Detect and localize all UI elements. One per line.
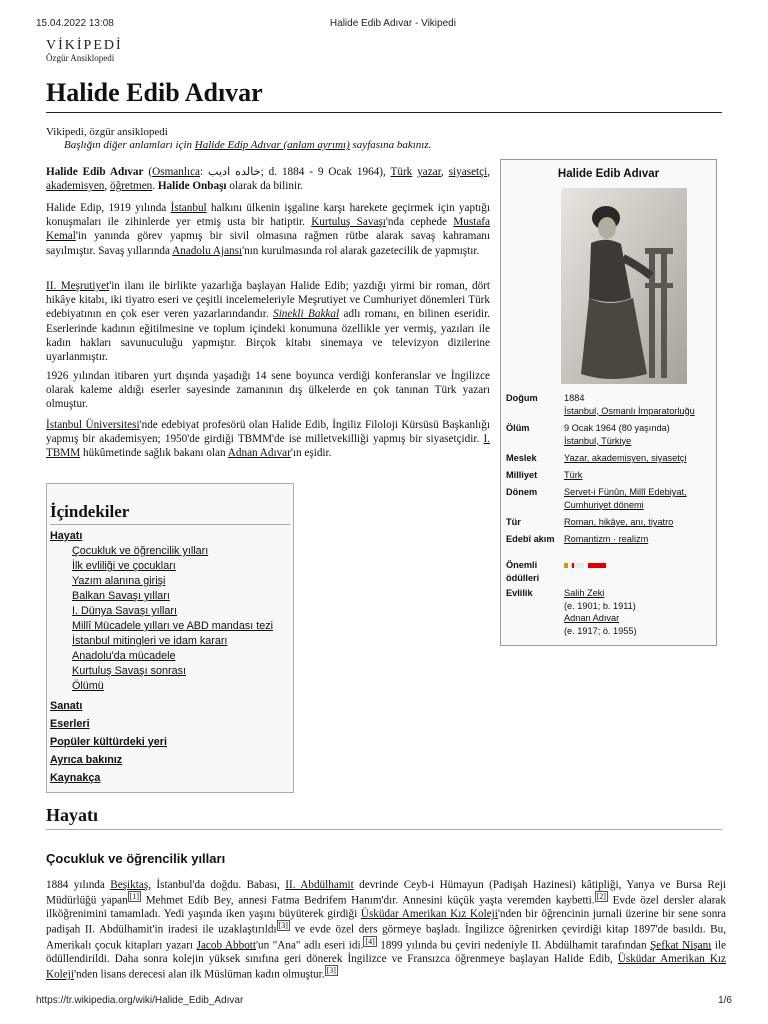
period-links[interactable]: Servet-i Fünûn, Millî Edebiyat,: [564, 487, 687, 497]
link-sefkat-nisani[interactable]: Şefkat Nişanı: [650, 939, 712, 952]
infobox-label: Tür: [506, 517, 521, 527]
text: 'nde edebiyat profesörü olan Halide Edib, İngiliz Filoloji Kürsüsü Başkanlığı yapmış bir akademisyen; 1950'de girdiği TBMM'de ise milletvekilliği yapmış bir siyasetçidir.: [46, 419, 490, 446]
reference-link[interactable]: [3]: [278, 921, 288, 931]
period-link-republic[interactable]: Cumhuriyet dönemi: [564, 499, 644, 510]
infobox-row-occupation: [506, 452, 712, 465]
page-title: Halide Edib Adıvar: [46, 78, 263, 107]
movement-links[interactable]: Romantizm · realizm: [564, 534, 649, 544]
link-kurtulus-savasi[interactable]: Kurtuluş Savaşı: [311, 216, 386, 229]
nickname: Halide Onbaşı: [157, 180, 227, 193]
text: 'in yanında görev yapmış bir sivil olmasına rağmen rütbe alarak savaş kahramanı sayılmıştır. Savaş yıllarında: [46, 230, 490, 257]
text: 1899 yılında bu çeviri nedeniyle II. Abdülhamit tarafından: [376, 939, 651, 952]
intro-paragraph-5: [46, 418, 490, 461]
toc-item[interactable]: Millî Mücadele yılları ve ABD mandası tezi: [72, 620, 274, 632]
intro-paragraph-1: [46, 165, 490, 193]
infobox-row-spouse: [506, 587, 712, 637]
biography-paragraph: [46, 879, 726, 983]
toc-item[interactable]: Çocukluk ve öğrencilik yılları: [72, 545, 209, 557]
intro-paragraph-3: [46, 279, 490, 364]
link-turk[interactable]: Türk: [390, 166, 413, 178]
link-anadolu-ajansi[interactable]: Anadolu Ajansı: [172, 244, 243, 257]
infobox-label: Evlilik: [506, 588, 533, 598]
subsection-heading: Çocukluk ve öğrencilik yılları: [46, 851, 226, 866]
site-tagline: Vikipedi, özgür ansiklopedi: [46, 126, 168, 138]
toc-divider: [50, 524, 290, 525]
infobox-row-death: [506, 422, 712, 447]
table-of-contents: [46, 483, 294, 793]
logo-name: VİKİPEDİ: [46, 38, 123, 53]
toc-item[interactable]: Yazım alanına girişi: [72, 575, 166, 587]
link-sinekli-bakkal[interactable]: Sinekli Bakkal: [273, 308, 340, 321]
link-ii-abdulhamit[interactable]: II. Abdülhamit: [285, 879, 354, 891]
link-istanbul-universitesi[interactable]: İstanbul Üniversitesi: [46, 419, 140, 431]
hatnote-text-end: sayfasına bakınız.: [349, 139, 432, 151]
toc-item[interactable]: Popüler kültürdeki yeri: [50, 736, 167, 748]
link-uskudar-amerikan-kiz-koleji[interactable]: Üsküdar Amerikan Kız Koleji: [360, 908, 498, 921]
text: (: [143, 166, 153, 178]
reference-link[interactable]: [2]: [596, 891, 606, 901]
text: .: [152, 180, 158, 193]
infobox-label: Ölüm: [506, 423, 530, 433]
link-besiktas[interactable]: Beşiktaş: [110, 879, 149, 891]
link-istanbul[interactable]: İstanbul: [170, 202, 207, 214]
title-divider: [46, 112, 722, 113]
toc-item[interactable]: Kurtuluş Savaşı sonrası: [72, 665, 187, 677]
infobox-row-nationality: [506, 469, 712, 482]
spouse-dates-1: (e. 1901; b. 1911): [564, 600, 636, 611]
hatnote-text: Başlığın diğer anlamları için: [64, 139, 195, 151]
toc-item[interactable]: Ayrıca bakınız: [50, 754, 123, 766]
toc-item[interactable]: Sanatı: [50, 700, 83, 712]
reference-link[interactable]: [1]: [129, 891, 140, 901]
link-siyasetci[interactable]: siyasetçi: [448, 166, 488, 178]
text: 'nın kurulmasında rol alarak gazetecilik de yapmıştır.: [242, 244, 480, 257]
wikipedia-logo[interactable]: [46, 38, 123, 63]
text: ile ödüllendirildi. Daha sonra kolejin yüksek sınıfına geri dönerek İngilizce ve Fransızca öğrenmeye başlayan Halide Edib,: [46, 939, 727, 966]
award-ribbons[interactable]: [564, 559, 712, 584]
text: olarak da bilinir.: [226, 180, 303, 193]
spouse-dates-2: (e. 1917; ö. 1955): [564, 625, 637, 636]
text: Evde özel dersler alarak ilköğrenimini tamamladı. Yedi yaşında iken yaşını büyüterek girdiği: [46, 894, 726, 921]
portrait-photo[interactable]: [561, 188, 687, 384]
text: 'in ilanı ile birlikte yazarlığa başlayan Halide Edib; yazdığı yirmi bir roman, dört hikâye kitabı, iki tiyatro eseri ve çeşitli incelemeleriyle Meşrutiyet ve Cumhuriyet dönemleri Türk edebiyatının en çok eser veren yazarlarındandır.: [46, 280, 491, 321]
toc-item[interactable]: İlk evliliği ve çocukları: [72, 560, 176, 572]
text: : خالده اديب; d. 1884 - 9 Ocak 1964),: [200, 166, 391, 178]
link-jacob-abbott[interactable]: Jacob Abbott: [196, 939, 257, 952]
award-ribbon-icon: [564, 562, 624, 570]
link-i-tbmm[interactable]: I. TBMM: [46, 433, 490, 460]
text: 'nden lisans derecesi alan ilk Müslüman kadın olmuştur.: [73, 968, 325, 981]
text: ve evde özel ders görmeye başladı. İngilizce öğrenirken çevirdiği kitap 1897'de basıldı. Bu, Amerikalı çocuk kitapları yazarı: [46, 923, 726, 952]
infobox: [500, 159, 717, 646]
hatnote-link[interactable]: Halide Edip Adıvar (anlam ayrımı): [194, 139, 350, 151]
occupation-links[interactable]: Yazar, akademisyen, siyasetçi: [564, 453, 687, 463]
reference-link[interactable]: [3]: [326, 965, 336, 975]
spouse-link-1[interactable]: Salih Zeki: [564, 588, 605, 598]
print-page-number: 1/6: [718, 995, 732, 1006]
text: 'un "Ana" adlı eseri idi.: [256, 939, 364, 952]
infobox-row-birth: [506, 392, 712, 417]
link-mustafa-kemal[interactable]: Mustafa Kemal: [46, 216, 490, 243]
toc-item[interactable]: Kaynakça: [50, 772, 101, 784]
infobox-row-genre: [506, 516, 712, 529]
text: Halide Edip, 1919 yılında: [46, 202, 171, 214]
link-yazar[interactable]: yazar: [417, 166, 441, 178]
infobox-row-movement: [506, 533, 712, 546]
infobox-label: Meslek: [506, 453, 537, 463]
intro-paragraph-4: 1926 yılından itibaren yurt dışında yaşadığı 14 sene boyunca verdiği konferanslar ve İngilizce olarak kaleme aldığı eserler sayesinde zamanının dış ülkelerde en çok tanınan Türk yazarı olmuştur.: [46, 370, 490, 411]
text: ,: [104, 180, 110, 193]
link-osmanlica[interactable]: Osmanlıca: [152, 166, 200, 178]
link-uskudar-amerikan-kiz-koleji-2[interactable]: Üsküdar Amerikan Kız Koleji: [46, 953, 726, 981]
section-divider: [46, 829, 722, 830]
nationality-link[interactable]: Türk: [564, 470, 583, 480]
text: adlı romanı, en bilinen eseridir. Eserlerinde kadının eğitilmesine ve toplum içindeki konumuna özellikle yer vermiş, yazıları ile kadın hakları savunuculuğu yapmıştır. Birçok kitabı sinemaya ve televizyon dizilerine uyarlanmıştır.: [46, 308, 490, 364]
text: Mehmet Edib Bey, annesi Fatma Bedrifem Hanım'dır. Annesini küçük yaşta veremden kaybetti.: [141, 894, 595, 907]
text: 'ın eşidir.: [290, 447, 332, 460]
infobox-title: Halide Edib Adıvar: [557, 168, 660, 180]
infobox-label: Önemli ödülleri: [506, 560, 540, 583]
reference-link[interactable]: [4]: [365, 936, 375, 946]
toc-item[interactable]: I. Dünya Savaşı yılları: [72, 605, 178, 617]
text: , İstanbul'da doğdu. Babası,: [148, 879, 286, 891]
print-footer: [36, 995, 732, 1006]
infobox-label: Dönem: [506, 487, 538, 497]
toc-item[interactable]: Anadolu'da mücadele: [72, 650, 176, 662]
text: hükûmetinde sağlık bakanı olan: [80, 447, 228, 460]
section-heading: Hayatı: [46, 805, 98, 825]
text: ,: [440, 166, 449, 178]
genre-links[interactable]: Roman, hikâye, anı, tiyatro: [564, 517, 674, 527]
subject-name: Halide Edib Adıvar: [46, 166, 144, 178]
intro-paragraph-2: [46, 201, 490, 258]
link-adnan-adivar[interactable]: Adnan Adıvar: [227, 447, 291, 460]
toc-item[interactable]: Eserleri: [50, 718, 90, 730]
print-datetime: 15.04.2022 13:08: [36, 18, 114, 29]
print-header: [36, 18, 732, 29]
text: devrinde Ceyb-i Hümayun (Padişah Hazinesi) kâtipliği, Yanya ve Bursa Reji Müdürlüğü yapan: [46, 879, 726, 907]
toc-item[interactable]: Hayatı: [50, 530, 83, 542]
link-akademisyen[interactable]: akademisyen: [46, 180, 105, 193]
text: 1884 yılında: [46, 879, 111, 891]
text: 'nda cephede: [385, 216, 454, 229]
spouse-link-2[interactable]: Adnan Adıvar: [564, 613, 620, 623]
link-ii-mesrutiyet[interactable]: II. Meşrutiyet: [46, 280, 110, 292]
infobox-row-period: [506, 486, 712, 511]
print-url: https://tr.wikipedia.org/wiki/Halide_Edib_Adıvar: [36, 995, 244, 1006]
toc-item[interactable]: İstanbul mitingleri ve idam kararı: [72, 635, 228, 647]
infobox-label: Milliyet: [506, 470, 538, 480]
infobox-label: Edebî akım: [506, 534, 555, 544]
text: ,: [487, 166, 491, 178]
text: 'nden bir öğrencinin jurnali üzerine bir sene sonra padişah II. Abdülhamit'in iradesi ile uzaklaştırıldı: [46, 908, 726, 936]
birth-place-link[interactable]: İstanbul, Osmanlı İmparatorluğu: [564, 405, 695, 416]
toc-title: İçindekiler: [50, 502, 130, 521]
infobox-row-awards: [506, 559, 712, 584]
text: halkını ülkenin işgaline karşı harekete geçirmek için yaptığı konuşmaları ile zihinlerde yer etmiş usta bir hatiptir.: [46, 202, 490, 229]
toc-item[interactable]: Balkan Savaşı yılları: [72, 590, 170, 602]
infobox-label: Doğum: [506, 393, 538, 403]
death-date: 9 Ocak 1964 (80 yaşında): [564, 423, 670, 433]
toc-item[interactable]: Ölümü: [72, 680, 104, 692]
death-place-link[interactable]: İstanbul, Türkiye: [564, 435, 632, 446]
hatnote: [64, 139, 431, 151]
logo-subtitle: Özgür Ansiklopedi: [46, 53, 115, 63]
link-ogretmen[interactable]: öğretmen: [110, 180, 153, 193]
print-doc-title: Halide Edib Adıvar - Vikipedi: [329, 18, 456, 29]
birth-year: 1884: [564, 393, 585, 403]
